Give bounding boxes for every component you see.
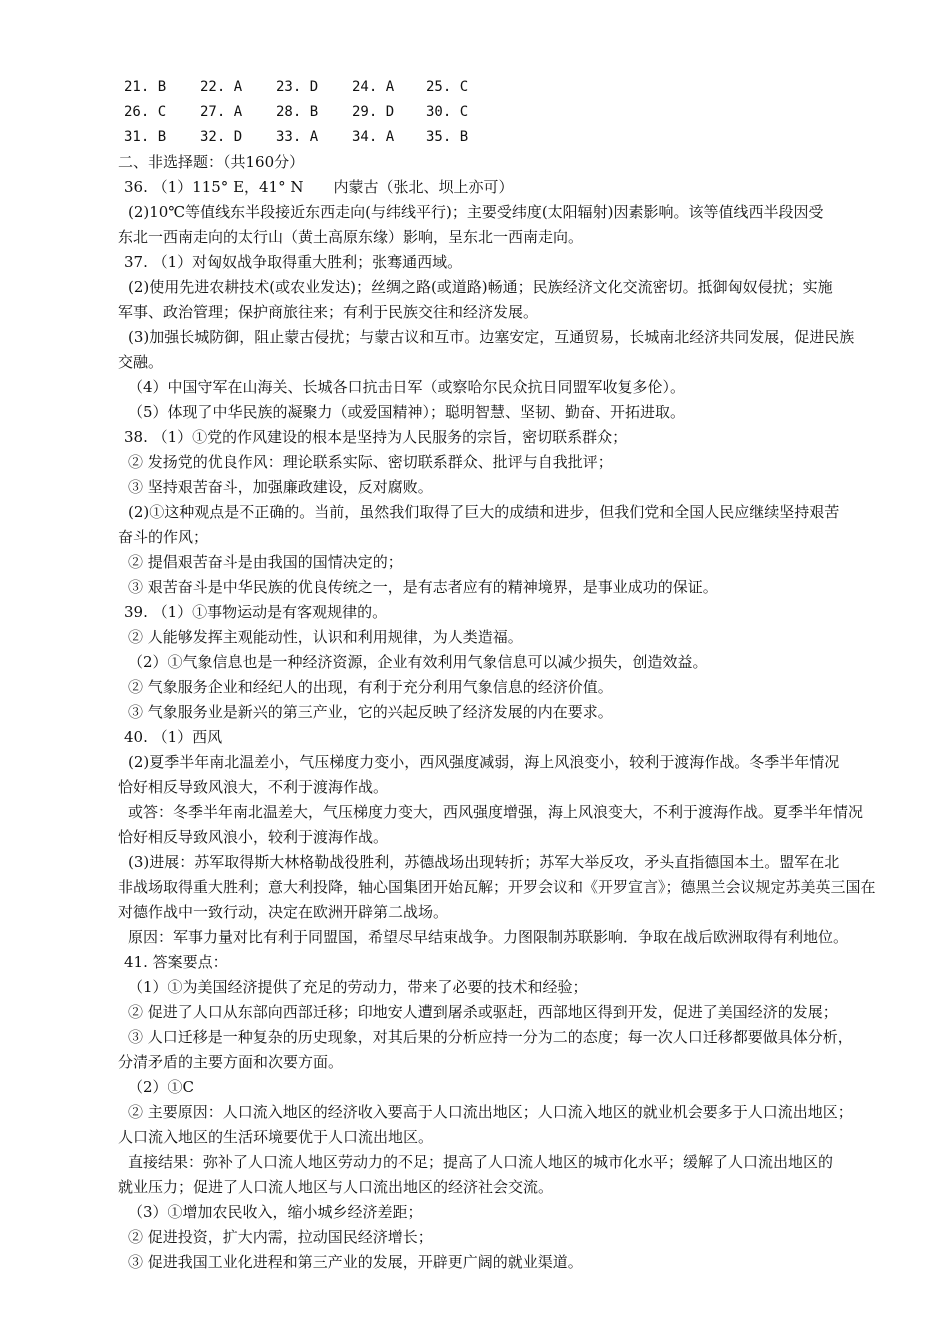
- answer-line: (2)使用先进农耕技术(或农业发达)；丝绸之路(或道路)畅通；民族经济文化交流密切。抵御匈奴侵扰；实施: [128, 278, 833, 296]
- answer-line: 非战场取得重大胜利；意大利投降，轴心国集团开始瓦解；开罗会议和《开罗宣言》；德黑兰会议规定苏美英三国在: [118, 878, 876, 896]
- mc-answer: 31. B: [124, 129, 167, 145]
- mc-answer: 34. A: [352, 129, 395, 145]
- answer-line: ② 发扬党的优良作风：理论联系实际、密切联系群众、批评与自我批评；: [128, 453, 613, 471]
- answer-line: (3)加强长城防御，阻止蒙古侵扰；与蒙古议和互市。边塞安定，互通贸易，长城南北经济共同发展，促进民族: [128, 328, 855, 346]
- answer-line: 就业压力；促进了人口流人地区与人口流出地区的经济社会交流。: [118, 1178, 554, 1196]
- answer-line: （3）①增加农民收入，缩小城乡经济差距；: [128, 1203, 423, 1221]
- mc-answer: 30. C: [426, 104, 469, 120]
- answer-line: ② 主要原因：人口流入地区的经济收入要高于人口流出地区；人口流入地区的就业机会要多于人口流出地区；: [128, 1103, 853, 1121]
- mc-answer: 22. A: [200, 79, 243, 95]
- mc-answer: 29. D: [352, 104, 395, 120]
- answer-line: 37. （1）对匈奴战争取得重大胜利；张骞通西域。: [124, 253, 463, 271]
- mc-answer: 28. B: [276, 104, 319, 120]
- mc-answer: 25. C: [426, 79, 469, 95]
- answer-line: 36. （1）115° E，41° N 内蒙古（张北、坝上亦可）: [124, 178, 514, 196]
- answer-line: 东北一西南走向的太行山（黄土高原东缘）影响，呈东北一西南走向。: [118, 228, 584, 246]
- answer-line: （2）①C: [128, 1078, 195, 1096]
- answer-line: 恰好相反导致风浪大，不利于渡海作战。: [118, 778, 389, 796]
- mc-answer: 21. B: [124, 79, 167, 95]
- answer-line: ③ 人口迁移是一种复杂的历史现象，对其后果的分析应持一分为二的态度；每一次人口迁移都要做具体分析，: [128, 1028, 853, 1046]
- mc-answer: 27. A: [200, 104, 243, 120]
- answer-line: 奋斗的作风；: [118, 528, 209, 546]
- mc-answer: 24. A: [352, 79, 395, 95]
- answer-line: ③ 艰苦奋斗是中华民族的优良传统之一，是有志者应有的精神境界，是事业成功的保证。: [128, 578, 718, 596]
- answer-line: （4）中国守军在山海关、长城各口抗击日军（或察哈尔民众抗日同盟军收复多伦）。: [128, 378, 686, 396]
- answer-line: ③ 气象服务业是新兴的第三产业，它的兴起反映了经济发展的内在要求。: [128, 703, 613, 721]
- answer-line: （1）①为美国经济提供了充足的劳动力，带来了必要的技术和经验；: [128, 978, 588, 996]
- answer-line: （5）体现了中华民族的凝聚力（或爱国精神）；聪明智慧、坚韧、勤奋、开拓进取。: [128, 403, 686, 421]
- answer-line: (2)夏季半年南北温差小，气压梯度力变小，西风强度减弱，海上风浪变小，较利于渡海作战。冬季半年情况: [128, 753, 840, 771]
- answer-line: 39. （1）①事物运动是有客观规律的。: [124, 603, 388, 621]
- mc-answer: 35. B: [426, 129, 469, 145]
- mc-answer: 33. A: [276, 129, 319, 145]
- answer-line: ② 促进了人口从东部向西部迁移；印地安人遭到屠杀或驱赶，西部地区得到开发，促进了美国经济的发展；: [128, 1003, 838, 1021]
- answer-line: ③ 坚持艰苦奋斗，加强廉政建设，反对腐败。: [128, 478, 433, 496]
- answer-line: 40. （1）西风: [124, 728, 223, 746]
- answer-line: (3)进展：苏军取得斯大林格勒战役胜利，苏德战场出现转折；苏军大举反攻，矛头直指德国本土。盟军在北: [128, 853, 840, 871]
- answer-line: 对德作战中一致行动，决定在欧洲开辟第二战场。: [118, 903, 449, 921]
- answer-line: ② 人能够发挥主观能动性，认识和利用规律，为人类造福。: [128, 628, 523, 646]
- answer-line: 人口流入地区的生活环境要优于人口流出地区。: [118, 1128, 434, 1146]
- answer-line: 分清矛盾的主要方面和次要方面。: [118, 1053, 344, 1071]
- answer-line: (2)①这种观点是不正确的。当前，虽然我们取得了巨大的成绩和进步，但我们党和全国人民应继续坚持艰苦: [128, 503, 840, 521]
- mc-answer: 32. D: [200, 129, 243, 145]
- answer-line: 直接结果：弥补了人口流人地区劳动力的不足；提高了人口流人地区的城市化水平；缓解了人口流出地区的: [128, 1153, 834, 1171]
- answer-line: 军事、政治管理；保护商旅往来；有利于民族交往和经济发展。: [118, 303, 539, 321]
- answer-line: （2）①气象信息也是一种经济资源，企业有效利用气象信息可以减少损失，创造效益。: [128, 653, 708, 671]
- answer-line: (2)10℃等值线东半段接近东西走向(与纬线平行)；主要受纬度(太阳辐射)因素影响。该等值线西半段因受: [128, 203, 824, 221]
- answer-line: 或答：冬季半年南北温差大，气压梯度力变大，西风强度增强，海上风浪变大，不利于渡海作战。夏季半年情况: [128, 803, 864, 821]
- answer-line: 恰好相反导致风浪小，较利于渡海作战。: [118, 828, 389, 846]
- answer-line: ② 促进投资，扩大内需，拉动国民经济增长；: [128, 1228, 433, 1246]
- answer-line: 交融。: [118, 353, 164, 371]
- answer-line: 41. 答案要点：: [124, 953, 228, 971]
- mc-answer: 26. C: [124, 104, 167, 120]
- answer-line: ② 气象服务企业和经纪人的出现，有利于充分利用气象信息的经济价值。: [128, 678, 613, 696]
- answer-line: 38. （1）①党的作风建设的根本是坚持为人民服务的宗旨，密切联系群众；: [124, 428, 628, 446]
- answer-line: ② 提倡艰苦奋斗是由我国的国情决定的；: [128, 553, 403, 571]
- section-heading: 二、非选择题：（共160分）: [118, 153, 305, 171]
- answer-line: 原因：军事力量对比有利于同盟国，希望尽早结束战争。力图限制苏联影响．争取在战后欧洲取得有利地位。: [128, 928, 849, 946]
- answer-line: ③ 促进我国工业化进程和第三产业的发展，开辟更广阔的就业渠道。: [128, 1253, 583, 1271]
- mc-answer: 23. D: [276, 79, 319, 95]
